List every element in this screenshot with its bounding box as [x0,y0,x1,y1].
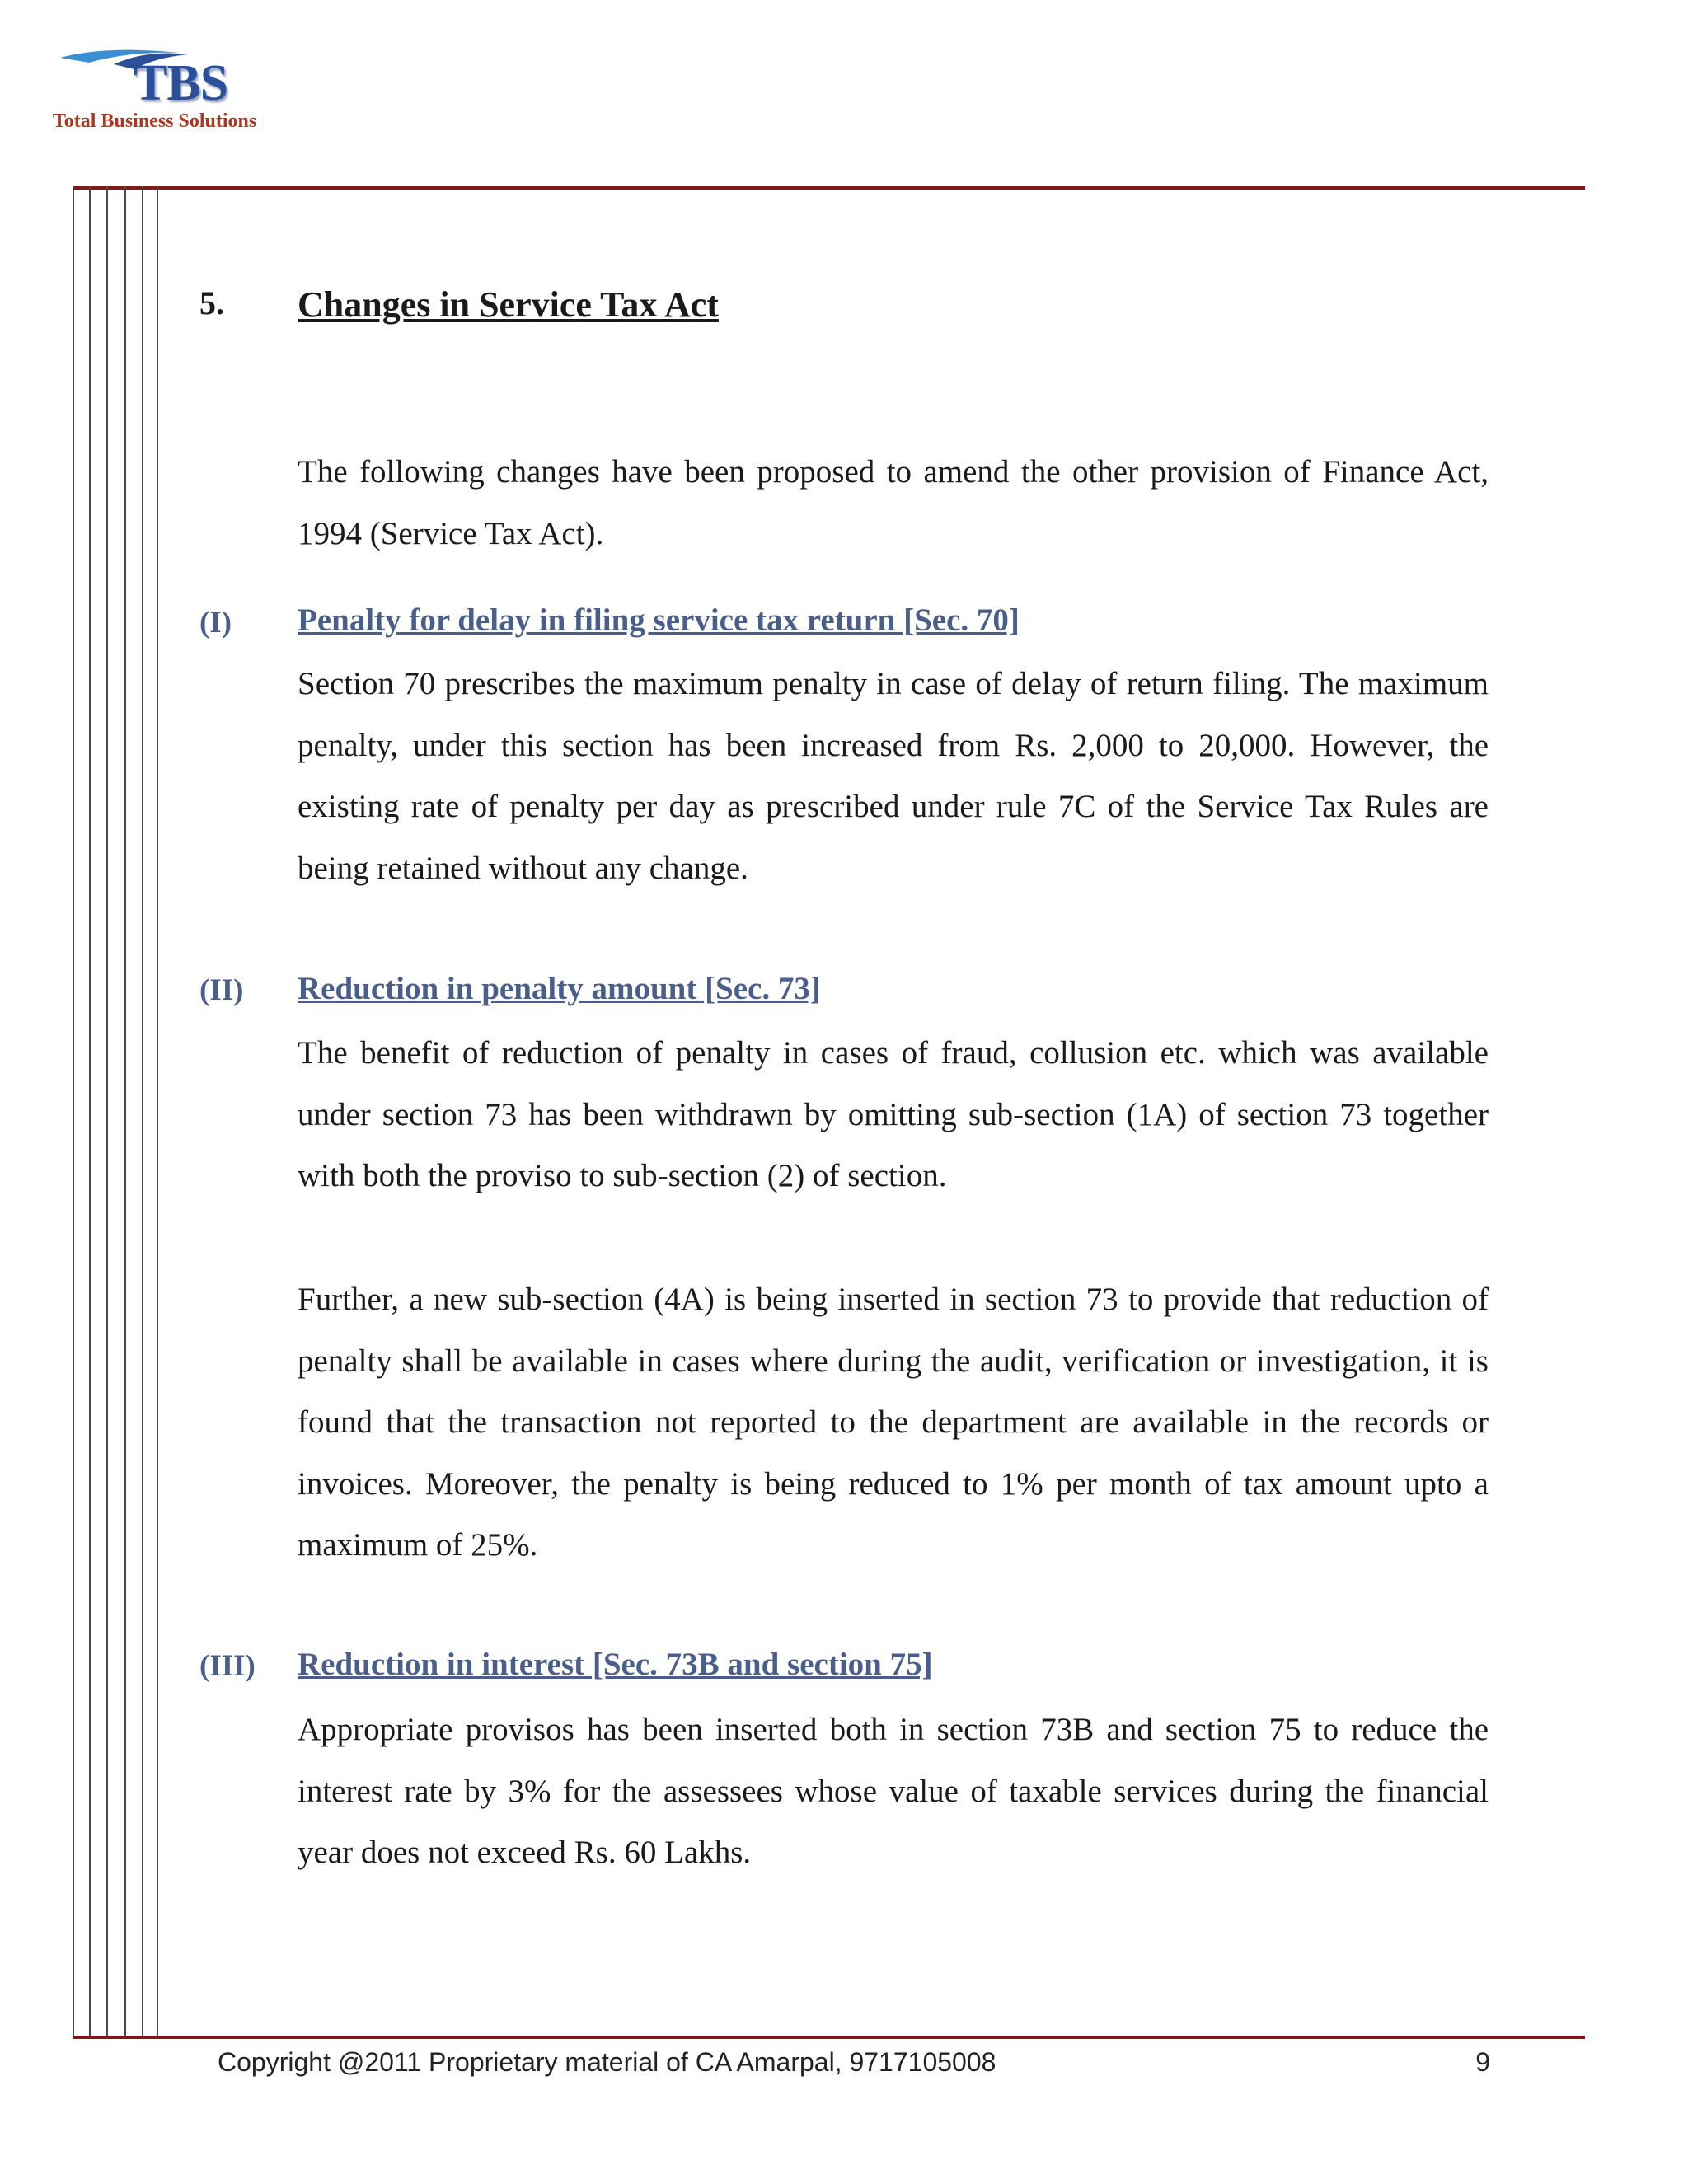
margin-lines [73,186,163,2039]
item-paragraph: The benefit of reduction of penalty in cases of fraud, collusion etc. which was available under section 73 has been withdrawn by omitting sub-section (1A) of section 73 together with both the proviso to sub-section (2) of section. [298,1035,1489,1194]
item-paragraph: Section 70 prescribes the maximum penalty in case of delay of return filing. The maximum penalty, under this section has been increased from Rs. 2,000 to 20,000. However, the existing rate of penalty per day as prescribed under rule 7C of the Service Tax Rules are being retained without any change. [298,666,1489,886]
section-intro: The following changes have been proposed to amend the other provision of Finance Act, 1994 (Service Tax Act). [298,454,1489,551]
item-paragraph: Appropriate provisos has been inserted both in section 73B and section 75 to reduce the interest rate by 3% for the assessees whose value of taxable services during the financial year does not exceed Rs. 60 Lakhs. [298,1712,1489,1871]
item-title: Penalty for delay in filing service tax return [Sec. 70] [298,602,1020,638]
item-number: (II) [199,973,244,1007]
page-number: 9 [1475,2047,1490,2077]
item-title: Reduction in penalty amount [Sec. 73] [298,971,821,1006]
item-number: (I) [199,606,232,640]
footer-copyright: Copyright @2011 Proprietary material of CA Amarpal, 9717105008 [218,2047,996,2077]
item-title: Reduction in interest [Sec. 73B and section 75] [298,1647,933,1682]
footer-rule [73,2036,1585,2039]
tbs-logo [48,41,345,136]
header-rule [73,186,1585,190]
section-number: 5. [199,284,224,321]
logo-name: TBS [134,55,228,111]
section-title: Changes in Service Tax Act [298,284,719,325]
item-paragraph: Further, a new sub-section (4A) is being inserted in section 73 to provide that reduction of penalty shall be available in cases where during the audit, verification or investigation, it is found that the transaction not reported to the department are available in the records or invoices. Moreover, the penalty is being reduced to 1% per month of tax amount upto a maximum of 25%. [298,1282,1489,1563]
logo-tagline: Total Business Solutions [53,110,257,132]
item-number: (III) [199,1649,256,1683]
